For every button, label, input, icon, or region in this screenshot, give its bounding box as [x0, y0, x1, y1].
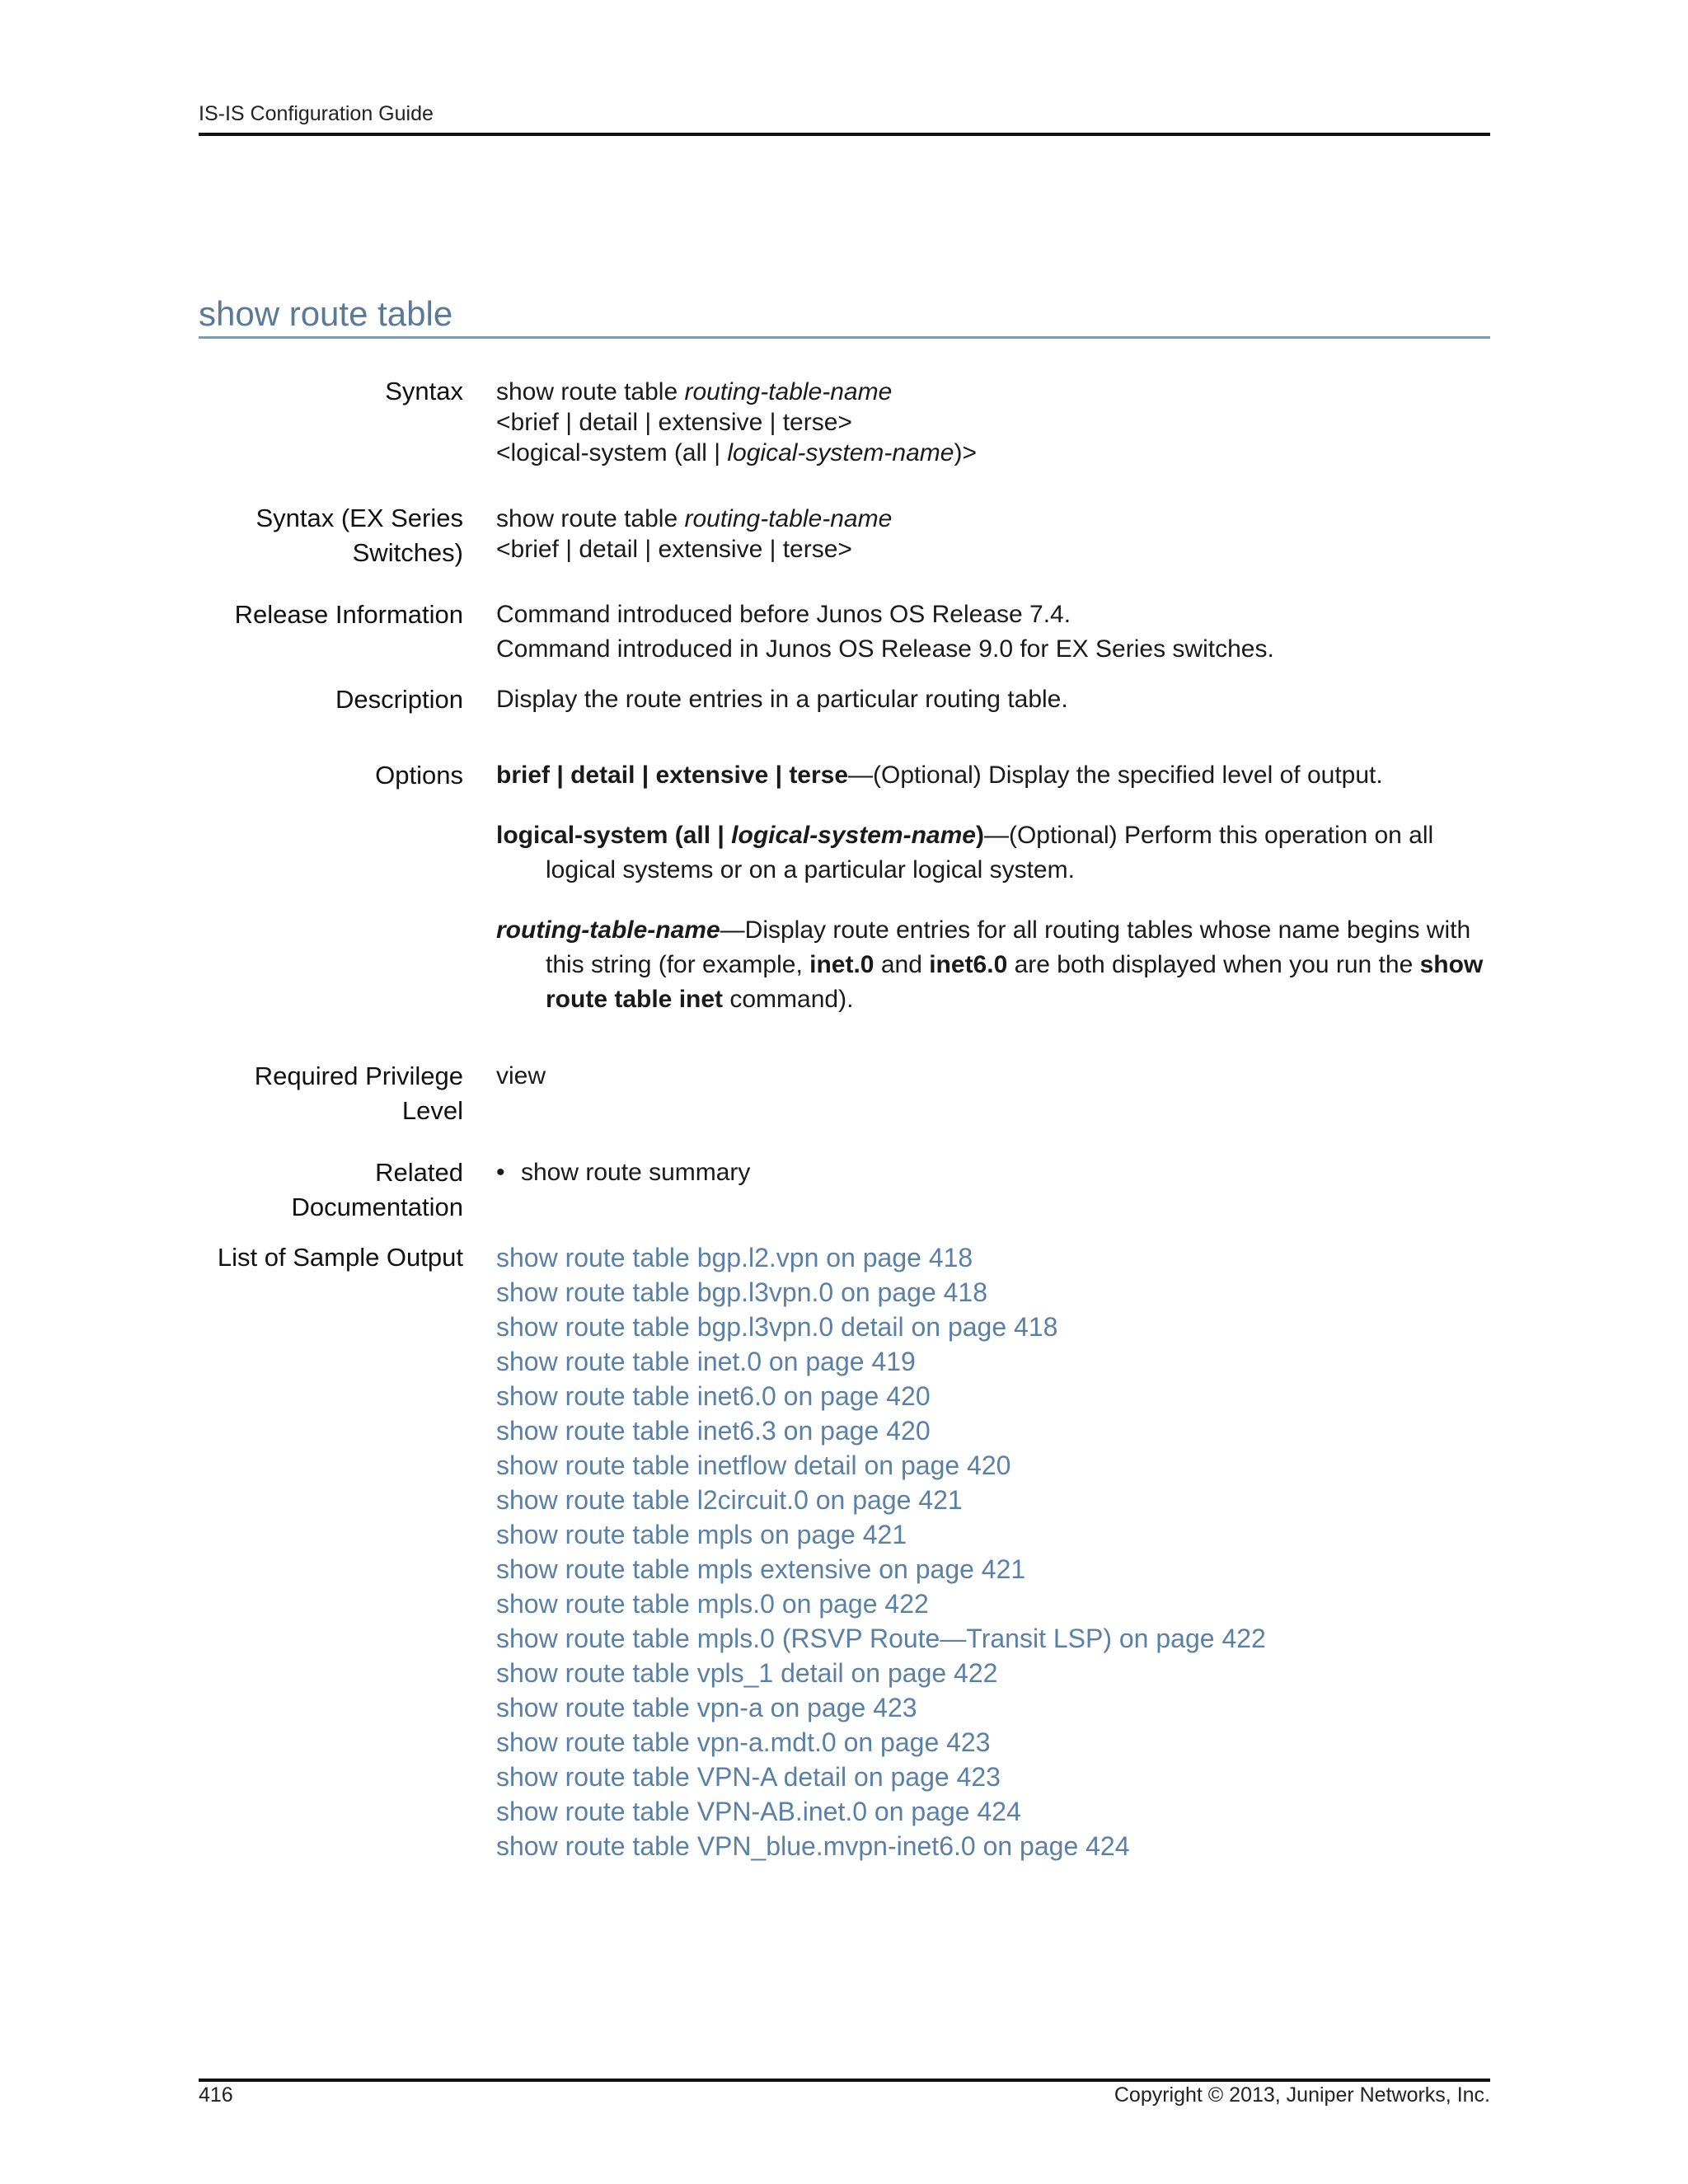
option-level-text: —(Optional) Display the specified level of output. — [848, 762, 1383, 789]
sample-link[interactable]: show route table mpls.0 (RSVP Route—Transit LSP) on page 422 — [496, 1624, 1266, 1653]
option-rtn-text-post: command). — [723, 986, 854, 1013]
privilege-value: view — [496, 1062, 546, 1090]
syntax-block — [496, 377, 1490, 468]
sample-link[interactable]: show route table inet6.0 on page 420 — [496, 1381, 931, 1411]
option-rtn-code-1: inet.0 — [809, 951, 874, 978]
option-rtn-text-mid-2: are both displayed when you run the — [1007, 951, 1420, 978]
release-line-1: Command introduced before Junos OS Release 7.4. — [496, 601, 1071, 628]
description-text: Display the route entries in a particular routing table. — [496, 686, 1068, 713]
sample-output-links — [496, 1240, 1490, 1863]
sample-link[interactable]: show route table bgp.l2.vpn on page 418 — [496, 1243, 973, 1272]
option-level — [496, 758, 1490, 793]
syntax-ex-argument: routing-table-name — [684, 505, 893, 532]
copyright-notice: Copyright © 2013, Juniper Networks, Inc. — [1114, 2083, 1490, 2107]
related-doc-item — [496, 1155, 1490, 1190]
option-rtn-text-mid: and — [874, 951, 930, 978]
title-rule — [199, 336, 1490, 339]
release-info-block — [496, 598, 1490, 667]
syntax-line-3-pre: <logical-system (all | — [496, 439, 728, 466]
option-level-term: brief | detail | extensive | terse — [496, 762, 849, 789]
sample-link[interactable]: show route table VPN-AB.inet.0 on page 424 — [496, 1797, 1021, 1826]
syntax-line-3-post: )> — [954, 439, 977, 466]
sample-link[interactable]: show route table vpls_1 detail on page 422 — [496, 1658, 998, 1688]
sample-link[interactable]: show route table inetflow detail on page 420 — [496, 1451, 1011, 1480]
syntax-ex-label-line-1: Syntax (EX Series — [256, 504, 463, 532]
option-rtn-code-3: show route table inet — [546, 951, 1484, 1013]
syntax-ex-line-1 — [496, 504, 1490, 534]
privilege-label-line-2: Level — [401, 1096, 463, 1125]
syntax-label: Syntax — [385, 377, 463, 405]
option-ls-term-arg: logical-system-name — [731, 822, 976, 849]
option-ls-text: —(Optional) Perform this operation on all logical systems or on a particular logical system. — [546, 822, 1434, 883]
sample-link[interactable]: show route table bgp.l3vpn.0 on page 418 — [496, 1277, 988, 1307]
sample-link[interactable]: show route table mpls.0 on page 422 — [496, 1589, 929, 1619]
sample-link[interactable]: show route table VPN-A detail on page 423 — [496, 1762, 1001, 1792]
options-label: Options — [375, 761, 463, 790]
option-rtn-text-pre: —Display route entries for all routing tables whose name begins with this string (for example, — [546, 916, 1471, 978]
sample-link[interactable]: show route table VPN_blue.mvpn-inet6.0 on page 424 — [496, 1831, 1130, 1861]
sample-link[interactable]: show route table vpn-a on page 423 — [496, 1693, 917, 1722]
syntax-command: show route table — [496, 378, 685, 405]
option-rtn-term: routing-table-name — [496, 916, 720, 944]
syntax-ex-label — [256, 501, 463, 570]
syntax-ex-block — [496, 504, 1490, 565]
related-doc-list — [496, 1155, 1490, 1190]
sample-link[interactable]: show route table inet.0 on page 419 — [496, 1347, 916, 1376]
footer-rule — [199, 2079, 1490, 2082]
release-info-label: Release Information — [234, 600, 463, 629]
sample-link[interactable]: show route table bgp.l3vpn.0 detail on page 418 — [496, 1312, 1058, 1342]
related-label-line-1: Related — [375, 1158, 463, 1187]
sample-link[interactable]: show route table vpn-a.mdt.0 on page 423 — [496, 1727, 991, 1757]
option-routing-table-name — [496, 913, 1490, 1017]
option-ls-term-pre: logical-system (all | — [496, 822, 732, 849]
syntax-ex-line-2: <brief | detail | extensive | terse> — [496, 536, 852, 563]
page-title: show route table — [199, 294, 453, 333]
related-label-line-2: Documentation — [291, 1193, 463, 1221]
bullet-icon: • — [496, 1159, 505, 1186]
description-label: Description — [335, 685, 463, 714]
release-line-2: Command introduced in Junos OS Release 9.0 for EX Series switches. — [496, 635, 1274, 663]
options-block — [496, 758, 1490, 1017]
syntax-ex-command: show route table — [496, 505, 685, 532]
related-doc-label — [291, 1155, 463, 1225]
page-number: 416 — [199, 2083, 233, 2107]
privilege-label — [255, 1059, 463, 1128]
syntax-line-1 — [496, 377, 1490, 407]
option-logical-system — [496, 818, 1490, 888]
related-doc-item-text: show route summary — [521, 1159, 751, 1186]
sample-link[interactable]: show route table mpls on page 421 — [496, 1520, 907, 1549]
header-rule — [199, 133, 1490, 136]
syntax-line-2: <brief | detail | extensive | terse> — [496, 409, 852, 436]
syntax-argument: routing-table-name — [684, 378, 893, 405]
privilege-label-line-1: Required Privilege — [254, 1062, 463, 1090]
sample-link[interactable]: show route table inet6.3 on page 420 — [496, 1416, 931, 1446]
sample-output-label: List of Sample Output — [217, 1243, 463, 1272]
sample-link[interactable]: show route table l2circuit.0 on page 421 — [496, 1485, 963, 1515]
running-header: IS-IS Configuration Guide — [199, 102, 434, 125]
syntax-line-3-arg: logical-system-name — [727, 439, 954, 466]
sample-link[interactable]: show route table mpls extensive on page 421 — [496, 1554, 1026, 1584]
option-rtn-code-2: inet6.0 — [929, 951, 1008, 978]
syntax-line-3 — [496, 438, 1490, 468]
syntax-ex-label-line-2: Switches) — [352, 538, 463, 567]
option-ls-term-post: ) — [975, 822, 984, 849]
